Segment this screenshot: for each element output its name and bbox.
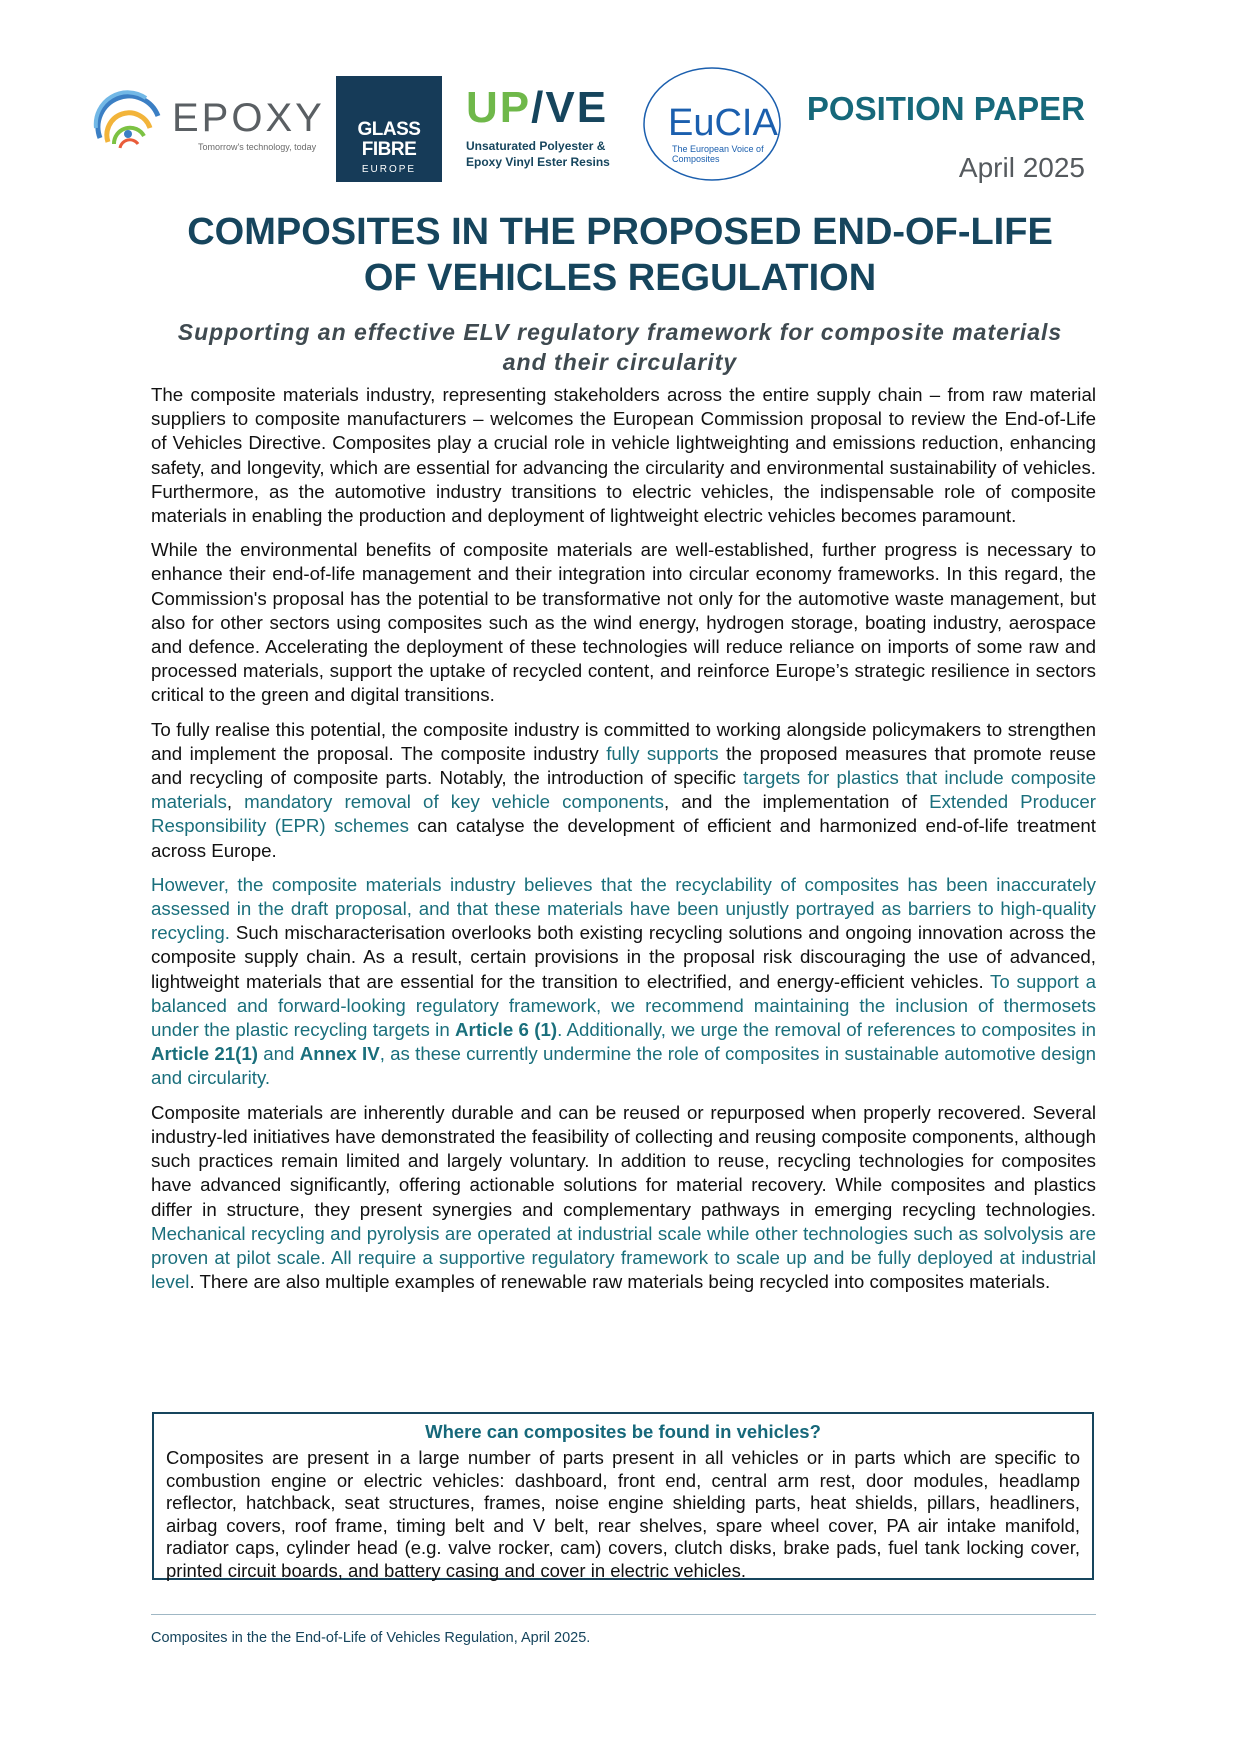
highlight-epr-schemes: Extended Producer Responsibility (EPR) schemes	[151, 791, 1097, 837]
epoxy-wordmark: EPOXY	[172, 96, 325, 140]
article-21-reference: Article 21(1)	[151, 1043, 259, 1065]
eucia-subtitle: The European Voice of Composites	[672, 144, 764, 164]
article-6-reference: Article 6 (1)	[455, 1019, 558, 1041]
text-segment: can catalyse the development of efficient and harmonized end-of-life treatment across Europe.	[151, 815, 1096, 861]
paragraph-durability-recycling	[151, 1101, 1096, 1295]
highlight-undermine-role: , as these currently undermine the role of composites in sustainable automotive design and circularity.	[151, 1043, 1096, 1089]
eucia-wordmark: EuCIA	[668, 102, 778, 144]
text-segment: To fully realise this potential, the composite industry is committed to working alongside policymakers to strengthen and implement the proposal. The composite industry	[151, 718, 1096, 764]
epoxy-logo	[90, 90, 325, 160]
highlight-recommendation: To support a balanced and forward-looking regulatory framework, we recommend maintaining the inclusion of thermosets under the plastic recycling targets in	[151, 970, 1096, 1041]
upve-wordmark	[466, 83, 609, 132]
highlight-targets-for-plastics: targets for plastics that include composite materials	[151, 767, 1096, 813]
text-segment: Composite materials are inherently durable and can be reused or repurposed when properly recovered. Several industry-led initiatives have demonstrated the feasibility of collecting and reusing composite components, although such practices remain limited and largely voluntary. In addition to reuse, recycling technologies for composites have advanced significantly, offering actionable solutions for material recovery. While composites and plastics differ in structure, they present synergies and complementary pathways in emerging recycling technologies.	[151, 1101, 1096, 1220]
position-paper-label: POSITION PAPER	[806, 90, 1085, 127]
body-content	[151, 383, 1096, 1304]
annex-iv-reference: Annex IV	[299, 1043, 380, 1065]
glass-fibre-line1: GLASS	[357, 119, 421, 140]
paragraph-environmental-benefits: While the environmental benefits of composite materials are well-established, further progress is necessary to enhance their end-of-life management and their integration into circular economy frameworks. In this regard, the Commission's proposal has the potential to be transformative not only for the automotive waste management, but also for other sectors using composites such as the wind energy, hydrogen storage, boating industry, aerospace and defence. Accelerating the deployment of these technologies will reduce reliance on imports of some raw and processed materials, support the uptake of recycled content, and reinforce Europe’s strategic resilience in sectors critical to the green and digital transitions.	[151, 539, 1096, 706]
footer-text: Composites in the the End-of-Life of Vehicles Regulation, April 2025.	[151, 1630, 591, 1646]
glass-fibre-line3: EUROPE	[361, 164, 417, 175]
callout-title: Where can composites be found in vehicles?	[425, 1421, 821, 1442]
upve-logo	[466, 83, 636, 186]
highlight-recycling-technologies: Mechanical recycling and pyrolysis are operated at industrial scale while other technologies such as solvolysis are proven at pilot scale. All require a supportive regulatory framework to scale up and be fully deployed at industrial level	[151, 1222, 1096, 1293]
epoxy-swirl-icon	[90, 90, 170, 160]
text-segment: . There are also multiple examples of renewable raw materials being recycled into composites materials.	[189, 1271, 1051, 1293]
highlight-urge-removal: . Additionally, we urge the removal of references to composites in	[557, 1019, 1097, 1041]
footer-divider	[151, 1614, 1096, 1615]
upve-subtitle-line1: Unsaturated Polyester &	[466, 139, 606, 153]
eucia-logo	[636, 64, 786, 184]
page-subtitle-line2: and their circularity	[502, 349, 738, 375]
highlight-inaccurately-assessed: However, the composite materials industry believes that the recyclability of composites has been inaccurately assessed in the draft proposal, and that these materials have been unjustly portrayed as barriers to high-quality recycling.	[151, 873, 1096, 944]
page-subtitle-line1: Supporting an effective ELV regulatory framework for composite materials	[177, 319, 1063, 345]
text-segment: , and the implementation of	[663, 791, 930, 813]
paragraph-industry-support	[151, 718, 1096, 863]
upve-subtitle-line2: Epoxy Vinyl Ester Resins	[466, 155, 610, 169]
glass-fibre-line2: FIBRE	[361, 139, 417, 160]
highlight-mandatory-removal: mandatory removal of key vehicle components	[244, 791, 664, 813]
text-segment: the proposed measures that promote reuse and recycling of composite parts. Notably, the introduction of specific	[151, 742, 1096, 789]
page-subtitle	[150, 317, 1090, 377]
paragraph-recyclability-concerns	[151, 873, 1096, 1091]
paragraph-intro: The composite materials industry, representing stakeholders across the entire supply chain – from raw material suppliers to composite manufacturers – welcomes the European Commission proposal to review the End-of-Life of Vehicles Directive. Composites play a crucial role in vehicle lightweighting and emissions reduction, enhancing safety, and longevity, which are essential for advancing the circularity and environmental sustainability of vehicles. Furthermore, as the automotive industry transitions to electric vehicles, the indispensable role of composite materials in enabling the production and deployment of lightweight electric vehicles becomes paramount.	[151, 384, 1096, 527]
text-segment: ,	[226, 791, 245, 813]
page-title-line2: OF VEHICLES REGULATION	[363, 257, 877, 299]
highlight-fully-supports: fully supports	[606, 742, 719, 764]
upve-subtitle	[466, 138, 610, 170]
page-title	[150, 209, 1090, 301]
upve-wordmark-ve: VE	[545, 83, 609, 132]
glass-fibre-europe-logo	[336, 76, 442, 182]
page-title-line1: COMPOSITES IN THE PROPOSED END-OF-LIFE	[187, 211, 1053, 253]
upve-wordmark-slash: /	[531, 83, 546, 132]
document-date: April 2025	[958, 152, 1085, 183]
highlight-and: and	[258, 1043, 300, 1065]
epoxy-tagline: Tomorrow's technology, today	[198, 142, 317, 152]
upve-wordmark-up: UP	[466, 83, 532, 132]
composites-in-vehicles-box	[152, 1412, 1094, 1580]
text-segment: Such mischaracterisation overlooks both existing recycling solutions and ongoing innovation across the composite supply chain. As a result, certain provisions in the proposal risk discouraging the use of advanced, lightweight materials that are essential for the transition to electrified, and energy-efficient vehicles.	[151, 922, 1096, 992]
callout-body: Composites are present in a large number of parts present in all vehicles or in parts which are specific to combustion engine or electric vehicles: dashboard, front end, central arm rest, door modules, headlamp reflector, hatchback, seat structures, frames, noise engine shielding parts, heat shields, pillars, headliners, airbag covers, roof frame, timing belt and V belt, rear shelves, spare wheel cover, PA air intake manifold, radiator caps, cylinder head (e.g. valve rocker, cam) covers, clutch disks, brake pads, fuel tank locking cover, printed circuit boards, and battery casing and cover in electric vehicles.	[166, 1447, 1080, 1581]
